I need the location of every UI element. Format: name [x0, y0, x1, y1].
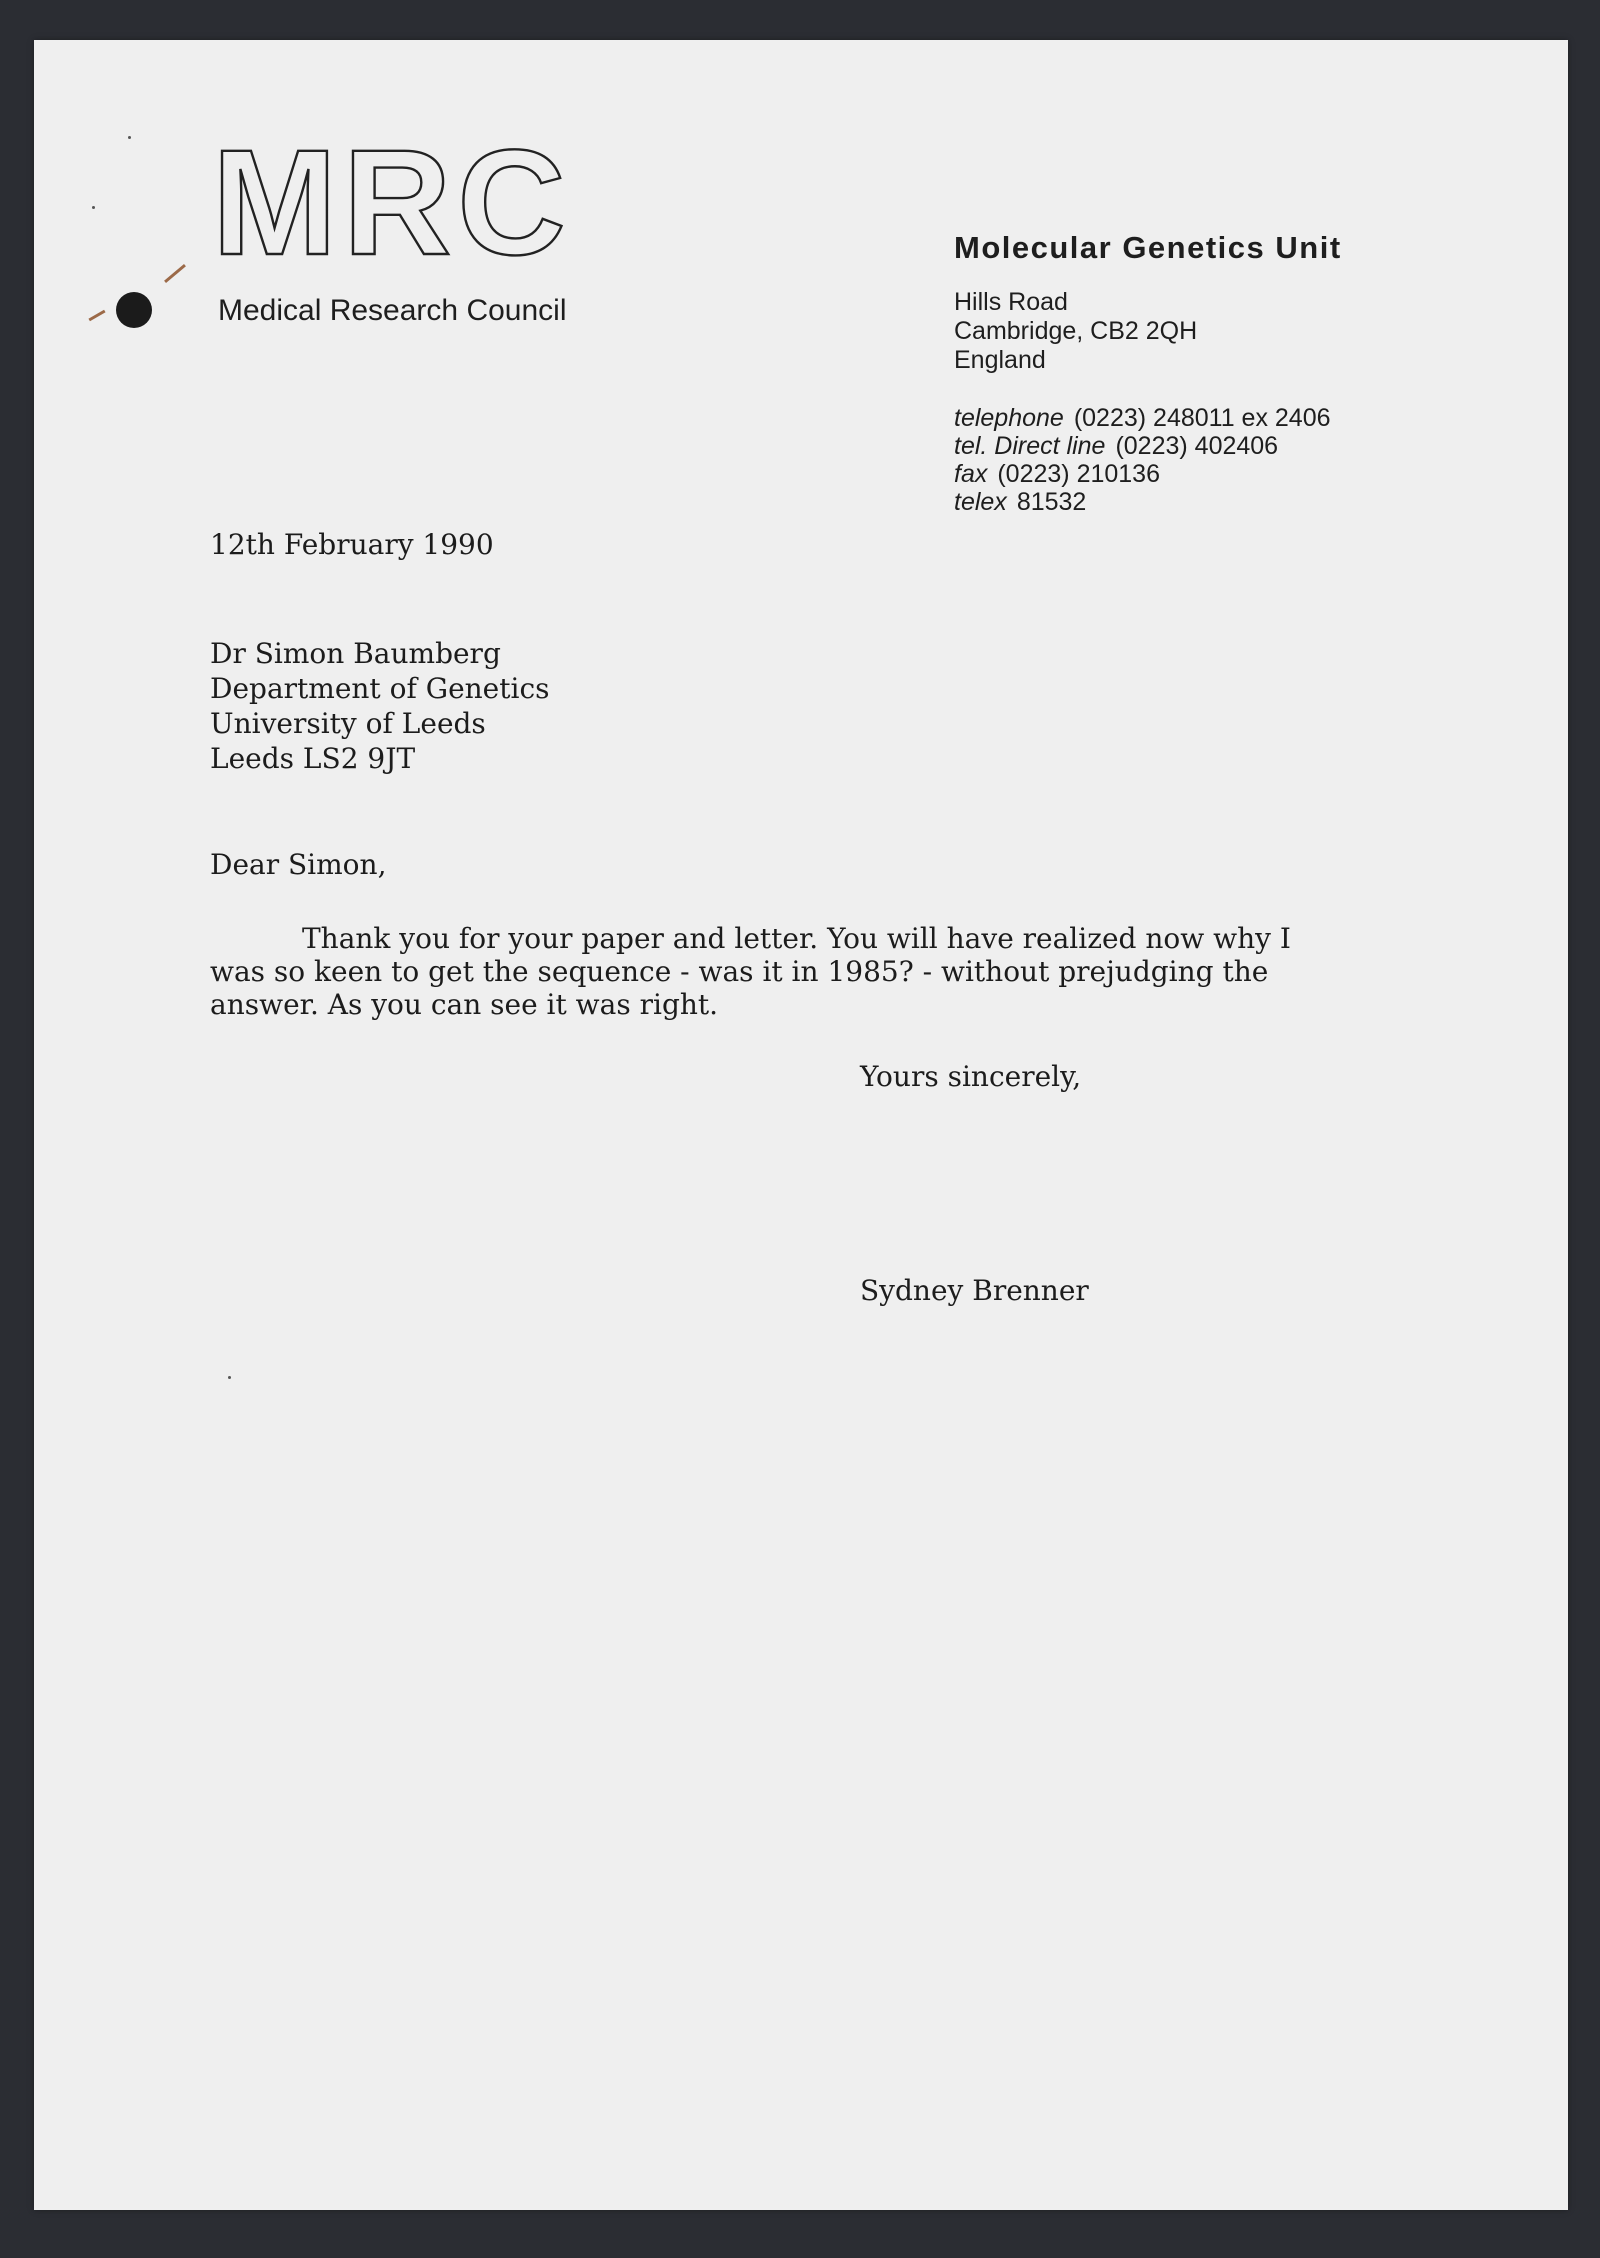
address-line: England — [954, 346, 1046, 374]
body-line: answer. As you can see it was right. — [210, 988, 719, 1021]
contact-label: telex — [954, 488, 1007, 516]
closing: Yours sincerely, — [860, 1060, 1082, 1093]
body-line: was so keen to get the sequence - was it in 1985? - without prejudging the — [210, 955, 1269, 988]
contact-telex — [954, 488, 1474, 516]
organization-name: Medical Research Council — [218, 294, 567, 327]
contact-value: (0223) 248011 ex 2406 — [1073, 404, 1331, 432]
address-line: Cambridge, CB2 2QH — [954, 317, 1198, 345]
rust-mark — [164, 264, 186, 283]
address-line: Hills Road — [954, 288, 1068, 316]
recipient-line: Department of Genetics — [210, 672, 550, 705]
recipient-line: University of Leeds — [210, 707, 486, 740]
recipient-line: Dr Simon Baumberg — [210, 637, 501, 670]
unit-name: Molecular Genetics Unit — [954, 230, 1342, 265]
paper-speck — [128, 136, 131, 139]
contact-fax — [954, 460, 1474, 488]
contact-label: tel. Direct line — [954, 432, 1106, 460]
contact-telephone — [954, 404, 1474, 432]
rust-mark — [88, 310, 105, 322]
contact-label: telephone — [954, 404, 1064, 432]
mrc-logo — [212, 128, 612, 268]
body-paragraph — [210, 922, 1340, 1021]
contact-value: (0223) 402406 — [1115, 432, 1279, 460]
signatory-name: Sydney Brenner — [860, 1274, 1089, 1307]
contact-block — [954, 404, 1474, 516]
paper-speck — [92, 206, 95, 209]
letter-date: 12th February 1990 — [210, 528, 494, 561]
contact-value: 81532 — [1016, 488, 1087, 516]
punch-hole — [116, 292, 152, 328]
contact-value: (0223) 210136 — [997, 460, 1160, 488]
contact-direct-line — [954, 432, 1474, 460]
contact-label: fax — [954, 460, 988, 488]
recipient-line: Leeds LS2 9JT — [210, 742, 416, 775]
salutation: Dear Simon, — [210, 848, 387, 881]
unit-address-block — [954, 230, 1474, 516]
body-line: Thank you for your paper and letter. You will have realized now why I — [302, 922, 1291, 955]
paper-speck — [228, 1376, 231, 1379]
logo-text: MRC — [212, 128, 572, 268]
recipient-address — [210, 636, 550, 776]
